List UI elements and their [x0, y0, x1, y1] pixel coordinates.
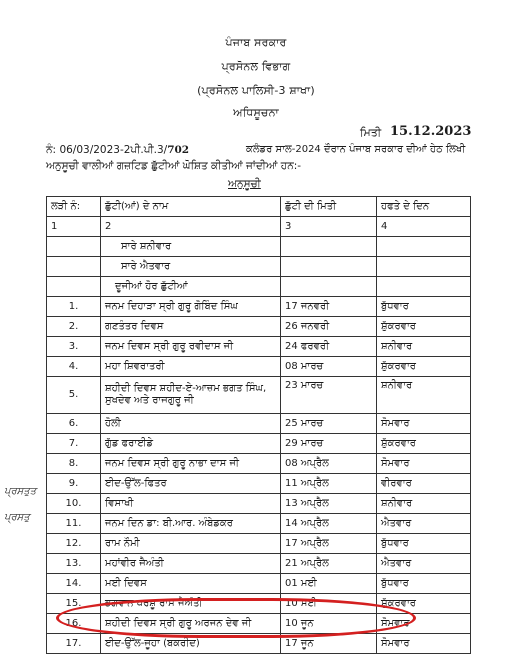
weekday: ਸ਼ਨੀਵਾਰ — [377, 337, 471, 357]
table-row — [47, 357, 471, 377]
table-row — [47, 434, 471, 454]
holiday-name: ਭਗਵਾਨ ਪਰਸ਼ੂ ਰਾਮ ਜੈਅੰਤੀ — [101, 594, 281, 614]
holiday-date: 13 ਅਪ੍ਰੈਲ — [281, 494, 377, 514]
row-number: 8. — [47, 454, 101, 474]
row-number: 3. — [47, 337, 101, 357]
table-row-highlighted — [47, 634, 471, 654]
holiday-date: 17 ਜੂਨ — [281, 634, 377, 654]
weekday: ਐਤਵਾਰ — [377, 514, 471, 534]
holiday-date: 11 ਅਪ੍ਰੈਲ — [281, 474, 377, 494]
margin-note: ਪ੍ਰਸਤੁਤ — [4, 486, 37, 497]
table-row — [47, 317, 471, 337]
holiday-date: 26 ਜਨਵਰੀ — [281, 317, 377, 337]
holiday-date: 08 ਮਾਰਚ — [281, 357, 377, 377]
row-number: 6. — [47, 414, 101, 434]
column-number: 4 — [377, 217, 471, 237]
column-number: 2 — [101, 217, 281, 237]
row-number: 2. — [47, 317, 101, 337]
holiday-date: 24 ਫਰਵਰੀ — [281, 337, 377, 357]
holiday-name: ਸ਼ਹੀਦੀ ਦਿਵਸ ਸ਼ਹੀਦ-ਏ-ਆਜ਼ਮ ਭਗਤ ਸਿੰਘ, ਸੁਖਦੇਵ ਅਤੇ ਰਾਜਗੁਰੂ ਜੀ — [101, 377, 281, 414]
holiday-name: ਈਦ-ਉੱਲ-ਜੂਹਾ (ਬਕਰੀਦ) — [101, 634, 281, 654]
table-row — [47, 594, 471, 614]
govt-name: ਪੰਜਾਬ ਸਰਕਾਰ — [225, 36, 287, 49]
holiday-date: 25 ਮਾਰਚ — [281, 414, 377, 434]
table-row — [47, 454, 471, 474]
holiday-name: ਜਨਮ ਦਿਵਸ ਸ੍ਰੀ ਗੁਰੂ ਨਾਭਾ ਦਾਸ ਜੀ — [101, 454, 281, 474]
holiday-name: ਗਣਤੰਤਰ ਦਿਵਸ — [101, 317, 281, 337]
holiday-name: ਹੋਲੀ — [101, 414, 281, 434]
header-cell: ਛੁੱਟੀ(ਆਂ) ਦੇ ਨਾਮ — [101, 197, 281, 217]
row-number: 7. — [47, 434, 101, 454]
holiday-date: 10 ਜੂਨ — [281, 614, 377, 634]
weekday: ਸੋਮਵਾਰ — [377, 634, 471, 654]
weekday: ਸੋਮਵਾਰ — [377, 414, 471, 434]
table-header-row — [47, 197, 471, 217]
weekday: ਸ਼ੁੱਕਰਵਾਰ — [377, 357, 471, 377]
row-number: 4. — [47, 357, 101, 377]
table-row — [47, 377, 471, 414]
weekday: ਬੁੱਧਵਾਰ — [377, 297, 471, 317]
table-row — [47, 494, 471, 514]
reference-number — [46, 144, 189, 157]
table-row — [47, 337, 471, 357]
weekday: ਸ਼ਨੀਵਾਰ — [377, 377, 471, 414]
holiday-name: ਮਹਾ ਸ਼ਿਵਰਾਤਰੀ — [101, 357, 281, 377]
weekday: ਸ਼ੁੱਕਰਵਾਰ — [377, 434, 471, 454]
holiday-name: ਜਨਮ ਦਿਨ ਡਾ: ਬੀ.ਆਰ. ਅੰਬੇਡਕਰ — [101, 514, 281, 534]
holiday-name: ਜਨਮ ਦਿਹਾੜਾ ਸ੍ਰੀ ਗੁਰੂ ਗੋਬਿੰਦ ਸਿੰਘ — [101, 297, 281, 317]
column-number: 1 — [47, 217, 101, 237]
weekday: ਸੋਮਵਾਰ — [377, 454, 471, 474]
row-number: 10. — [47, 494, 101, 514]
weekday: ਬੁੱਧਵਾਰ — [377, 534, 471, 554]
table-row — [47, 534, 471, 554]
holiday-name: ਜਨਮ ਦਿਵਸ ਸ੍ਰੀ ਗੁਰੂ ਰਵੀਦਾਸ ਜੀ — [101, 337, 281, 357]
holiday-date: 17 ਅਪ੍ਰੈਲ — [281, 534, 377, 554]
row-number: 14. — [47, 574, 101, 594]
holiday-date: 08 ਅਪ੍ਰੈਲ — [281, 454, 377, 474]
row-number: 9. — [47, 474, 101, 494]
table-row — [47, 614, 471, 634]
row-number: 16. — [47, 614, 101, 634]
table-row — [47, 554, 471, 574]
weekday: ਐਤਵਾਰ — [377, 554, 471, 574]
weekday: ਸ਼ੁੱਕਰਵਾਰ — [377, 317, 471, 337]
note-row — [47, 277, 471, 297]
row-number: 13. — [47, 554, 101, 574]
holiday-date: 17 ਜਨਵਰੀ — [281, 297, 377, 317]
column-number: 3 — [281, 217, 377, 237]
note-saturdays: ਸਾਰੇ ਸ਼ਨੀਵਾਰ — [101, 237, 281, 257]
note-row — [47, 237, 471, 257]
holiday-name: ਰਾਮ ਨੌਮੀ — [101, 534, 281, 554]
table-row — [47, 414, 471, 434]
reference-prefix: ਨੰ: 06/03/2023-2ਪੀ.ਪੀ.3/ — [46, 144, 168, 156]
note-other-holidays: ਦੂਜੀਆਂ ਹੋਰ ਛੁੱਟੀਆਂ — [101, 277, 281, 297]
holiday-name: ਮਈ ਦਿਵਸ — [101, 574, 281, 594]
margin-note: ਪ੍ਰਸਤੁ — [4, 512, 30, 523]
table-row — [47, 574, 471, 594]
table-row — [47, 474, 471, 494]
holiday-name: ਸ਼ਹੀਦੀ ਦਿਵਸ ਸ੍ਰੀ ਗੁਰੂ ਅਰਜਨ ਦੇਵ ਜੀ — [101, 614, 281, 634]
holiday-table — [46, 196, 471, 654]
schedule-title: ਅਨੁਸੂਚੀ — [228, 178, 261, 190]
reference-text-line2: ਅਨੁਸੂਚੀ ਵਾਲੀਆਂ ਗਜ਼ਟਿਡ ਛੁੱਟੀਆਂ ਘੋਸ਼ਿਤ ਕੀਤੀਆਂ ਜਾਂਦੀਆਂ ਹਨ:- — [46, 160, 302, 172]
holiday-date: 10 ਮਈ — [281, 594, 377, 614]
holiday-name: ਮਹਾਂਵੀਰ ਜੈਅੰਤੀ — [101, 554, 281, 574]
date-value: 15.12.2023 — [390, 124, 472, 139]
row-number: 1. — [47, 297, 101, 317]
holiday-date: 14 ਅਪ੍ਰੈਲ — [281, 514, 377, 534]
weekday: ਬੁੱਧਵਾਰ — [377, 574, 471, 594]
notification-title: ਅਧਿਸੂਚਨਾ — [233, 106, 279, 119]
table-row — [47, 514, 471, 534]
weekday: ਸੋਮਵਾਰ — [377, 614, 471, 634]
note-sundays: ਸਾਰੇ ਐਤਵਾਰ — [101, 257, 281, 277]
weekday: ਸ਼ੁੱਕਰਵਾਰ — [377, 594, 471, 614]
holiday-date: 29 ਮਾਰਚ — [281, 434, 377, 454]
holiday-name: ਗੁੱਡ ਫਰਾਈਡੇ — [101, 434, 281, 454]
row-number: 15. — [47, 594, 101, 614]
branch-name: (ਪ੍ਰਸੋਨਲ ਪਾਲਿਸੀ-3 ਸ਼ਾਖਾ) — [197, 84, 315, 97]
row-number: 5. — [47, 377, 101, 414]
table-row — [47, 297, 471, 317]
holiday-date: 21 ਅਪ੍ਰੈਲ — [281, 554, 377, 574]
weekday: ਵੀਰਵਾਰ — [377, 474, 471, 494]
handwritten-number: 702 — [167, 144, 190, 156]
header-cell: ਲੜੀ ਨੰ: — [47, 197, 101, 217]
department-name: ਪ੍ਰਸੋਨਲ ਵਿਭਾਗ — [221, 60, 291, 73]
reference-text-line1: ਕਲੰਡਰ ਸਾਲ-2024 ਦੌਰਾਨ ਪੰਜਾਬ ਸਰਕਾਰ ਦੀਆਂ ਹੇਠ ਲਿਖੀ — [246, 144, 466, 155]
holiday-date: 23 ਮਾਰਚ — [281, 377, 377, 414]
holiday-name: ਈਦ-ਉੱਲ-ਫਿਤਰ — [101, 474, 281, 494]
header-cell: ਹਫਤੇ ਦੇ ਦਿਨ — [377, 197, 471, 217]
row-number: 11. — [47, 514, 101, 534]
note-row — [47, 257, 471, 277]
holiday-date: 01 ਮਈ — [281, 574, 377, 594]
row-number: 12. — [47, 534, 101, 554]
column-number-row — [47, 217, 471, 237]
header-cell: ਛੁੱਟੀ ਦੀ ਮਿਤੀ — [281, 197, 377, 217]
weekday: ਸ਼ਨੀਵਾਰ — [377, 494, 471, 514]
date-label: ਮਿਤੀ — [360, 126, 382, 139]
row-number: 17. — [47, 634, 101, 654]
holiday-name: ਵਿਸਾਖੀ — [101, 494, 281, 514]
